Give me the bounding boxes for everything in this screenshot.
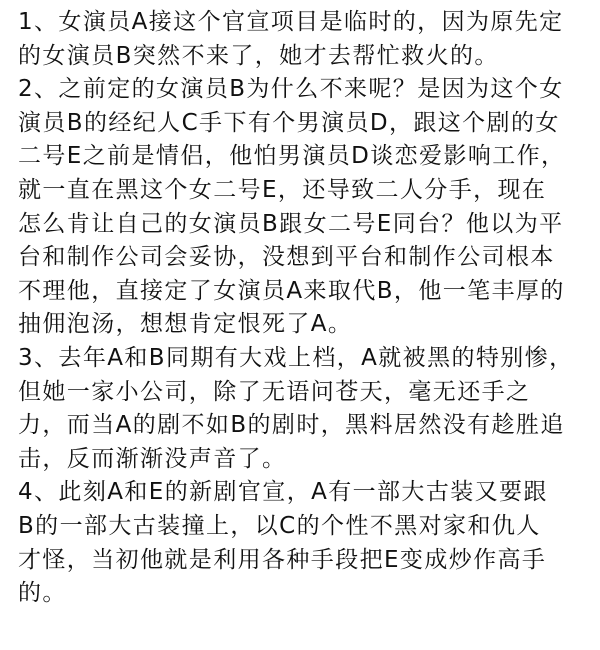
- text-line-3: 2、之前定的女演员B为什么不来呢？是因为这个女: [18, 76, 564, 103]
- text-line-2: 的女演员B突然不来了，她才去帮忙救火的。: [18, 42, 499, 69]
- text-line-17: 才怪，当初他就是利用各种手段把E变成炒作高手: [18, 546, 547, 573]
- text-line-12: 但她一家小公司，除了无语问苍天，毫无还手之: [18, 378, 531, 405]
- text-line-4: 演员B的经纪人C手下有个男演员D，跟这个剧的女: [18, 109, 560, 136]
- text-line-18: 的。: [18, 580, 67, 607]
- text-line-7: 怎么肯让自己的女演员B跟女二号E同台？他以为平: [18, 210, 564, 237]
- text-line-8: 台和制作公司会妥协，没想到平台和制作公司根本: [18, 244, 555, 271]
- text-line-14: 击，反而渐渐没声音了。: [18, 445, 287, 472]
- text-line-1: 1、女演员A接这个官宣项目是临时的，因为原先定: [18, 9, 564, 35]
- text-line-10: 抽佣泡汤，想想肯定恨死了A。: [18, 311, 353, 338]
- text-line-15: 4、此刻A和E的新剧官宣，A有一部大古装又要跟: [18, 479, 548, 506]
- text-line-5: 二号E之前是情侣，他怕男演员D谈恋爱影响工作，: [18, 143, 566, 170]
- text-line-9: 不理他，直接定了女演员A来取代B，他一笔丰厚的: [18, 277, 565, 304]
- text-line-6: 就一直在黑这个女二号E，还导致二人分手，现在: [18, 176, 547, 203]
- text-line-13: 力，而当A的剧不如B的剧时，黑料居然没有趁胜追: [18, 412, 565, 439]
- text-line-11: 3、去年A和B同期有大戏上档，A就被黑的特别惨，: [18, 344, 574, 371]
- text-line-16: B的一部大古装撞上，以C的个性不黑对家和仇人: [18, 512, 541, 539]
